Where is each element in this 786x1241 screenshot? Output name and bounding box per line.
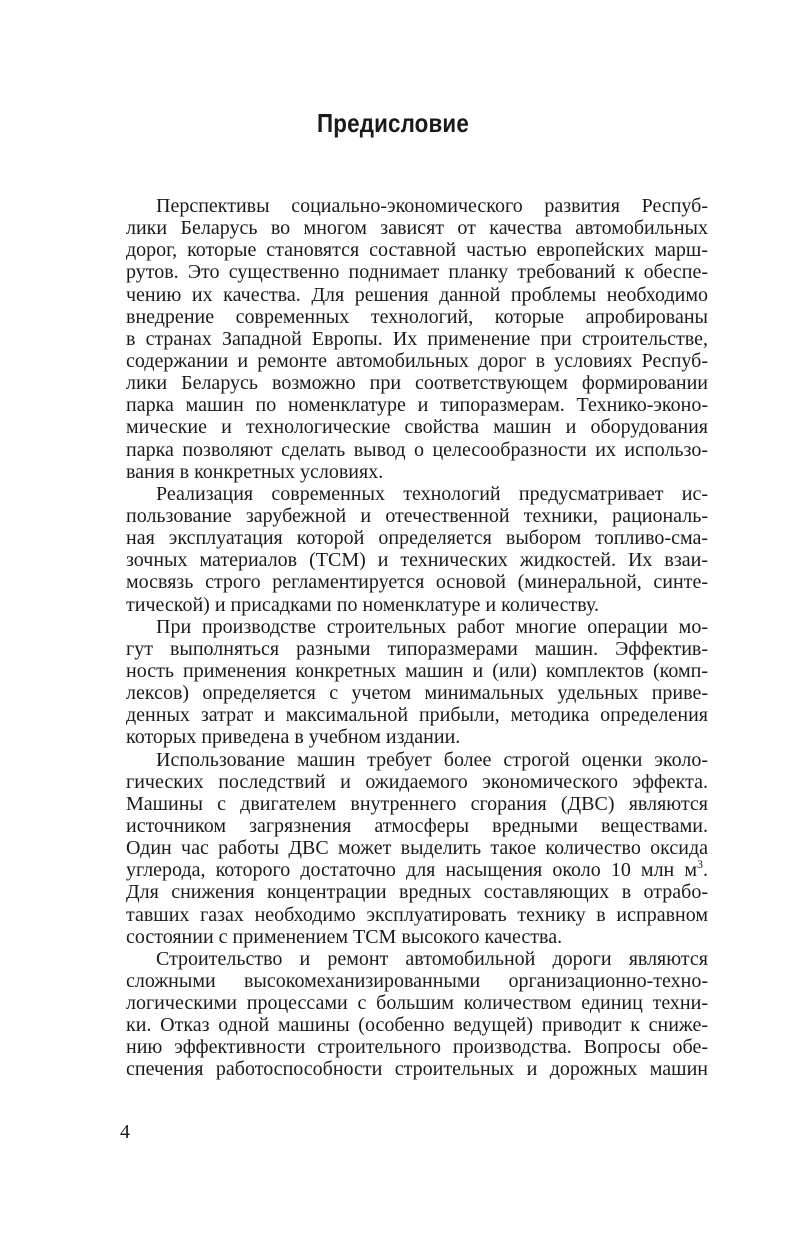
text-line: гут выполняться разными типоразмерами машин. Эффектив- [126,637,708,660]
text-line: которых приведена в учебном издании. [126,726,461,749]
text-line: сложными высокомеханизированными организационно-техно- [126,969,708,992]
text-line: спечения работоспособности строительных и дорожных машин [126,1058,708,1081]
text-line: вания в конкретных условиях. [126,460,384,483]
text-line: ки. Отказ одной машины (особенно ведущей) приводит к сниже- [126,1014,708,1037]
text-line: мосвязь строго регламентируется основой (минеральной, синте- [126,571,708,594]
text-line: источником загрязнения атмосферы вредными веществами. [126,814,708,837]
text-line: тавших газах необходимо эксплуатировать технику в исправном [126,903,708,926]
text-line: ность применения конкретных машин и (или) комплектов (комп- [126,659,708,682]
text-line: мические и технологические свойства машин и оборудования [126,416,708,439]
page-title: Предисловие [317,108,469,138]
text-line: зочных материалов (ТСМ) и технических жидкостей. Их взаи- [126,549,708,572]
text-line: гических последствий и ожидаемого экономического эффекта. [126,770,708,793]
text-line: денных затрат и максимальной прибыли, методика определения [126,704,708,727]
text-line: лики Беларусь возможно при соответствующем формировании [126,372,708,395]
text-line: Использование машин требует более строгой оценки эколо- [156,748,708,771]
text-line: парка машин по номенклатуре и типоразмерам. Технико-эконо- [126,394,708,417]
text-line: Машины с двигателем внутреннего сгорания (ДВС) являются [126,792,708,815]
text-line: лики Беларусь во многом зависят от качества автомобильных [126,217,708,240]
text-line: Для снижения концентрации вредных составляющих в отрабо- [126,881,708,904]
text-line: нию эффективности строительного производства. Вопросы обе- [126,1036,708,1059]
line-text: углерода, которого достаточно для насыщения около 10 млн м [126,859,697,882]
text-line: в странах Западной Европы. Их применение при строительстве, [126,327,708,350]
text-line: внедрение современных технологий, которые апробированы [126,305,708,328]
text-line: чению их качества. Для решения данной проблемы необходимо [126,283,708,306]
text-line-with-superscript [126,859,708,881]
text-line: дорог, которые становятся составной частью европейских марш- [126,239,708,262]
text-line: Один час работы ДВС может выделить такое количество оксида [126,837,708,860]
text-line: Реализация современных технологий предусматривает ис- [156,482,708,505]
text-line: ная эксплуатация которой определяется выбором топливо-сма- [126,527,708,550]
paragraph-3 [126,616,708,749]
paragraph-4 [126,749,708,948]
text-line: При производстве строительных работ многие операции мо- [156,615,708,638]
superscript-exponent: 3 [697,857,703,872]
text-line: лексов) определяется с учетом минимальных удельных приве- [126,682,708,705]
text-line: пользование зарубежной и отечественной техники, рациональ- [126,504,708,527]
paragraph-1 [126,195,708,483]
page-number: 4 [120,1121,130,1143]
text-line: содержании и ремонте автомобильных дорог в условиях Респуб- [126,349,708,372]
body-text [126,195,708,1081]
text-line: логическими процессами с большим количеством единиц техни- [126,992,708,1015]
text-line: состоянии с применением ТСМ высокого качества. [126,925,563,948]
text-line: Перспективы социально-экономического развития Респуб- [156,195,708,217]
text-line: тической) и присадками по номенклатуре и количеству. [126,593,600,616]
paragraph-2 [126,483,708,616]
text-line: рутов. Это существенно поднимает планку требований к обеспе- [126,261,708,284]
line-suffix: . [703,859,708,882]
paragraph-5 [126,948,708,1081]
text-line: Строительство и ремонт автомобильной дороги являются [156,947,708,970]
text-line: парка позволяют сделать вывод о целесообразности их использо- [126,438,708,461]
